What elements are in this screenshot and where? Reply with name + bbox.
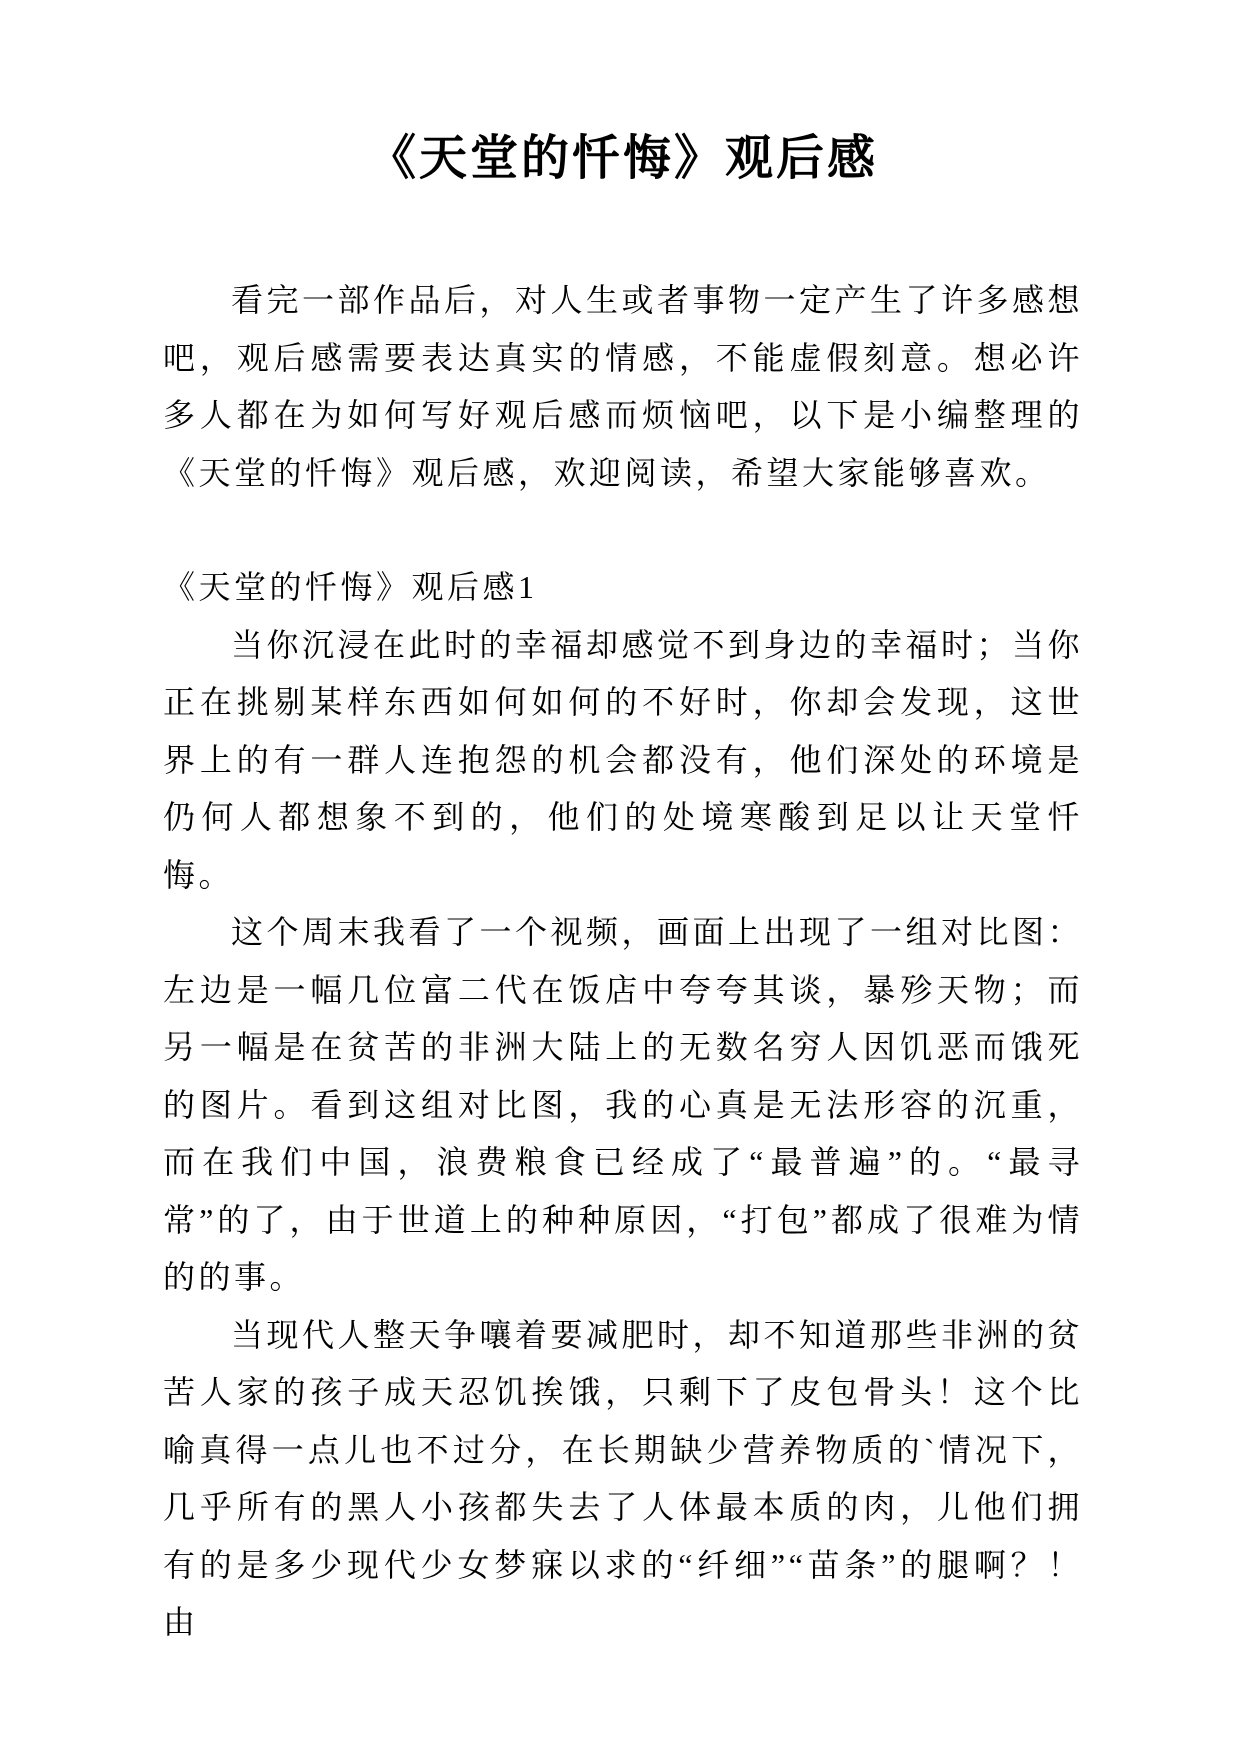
essay-paragraph-1: 当你沉浸在此时的幸福却感觉不到身边的幸福时；当你正在挑剔某样东西如何如何的不好时，你却会发现，这世界上的有一群人连抱怨的机会都没有，他们深处的环境是仍何人都想象不到的，他们的处境寒酸到足以让天堂忏悔。 [163, 626, 1084, 893]
essay-paragraph-2: 这个周末我看了一个视频，画面上出现了一组对比图：左边是一幅几位富二代在饭店中夸夸其谈，暴殄天物；而另一幅是在贫苦的非洲大陆上的无数名穷人因饥恶而饿死的图片。看到这组对比图，我的心真是无法形容的沉重，而在我们中国，浪费粮食已经成了“最普遍”的。“最寻常”的了，由于世道上的种种原因，“打包”都成了很难为情的的事。 [163, 914, 1084, 1295]
section-heading: 《天堂的忏悔》观后感1 [163, 569, 538, 605]
blank-line-spacer [163, 502, 1083, 559]
intro-paragraph: 看完一部作品后，对人生或者事物一定产生了许多感想吧，观后感需要表达真实的情感，不能虚假刻意。想必许多人都在为如何写好观后感而烦恼吧，以下是小编整理的《天堂的忏悔》观后感，欢迎阅读，希望大家能够喜欢。 [163, 282, 1084, 491]
document-title: 《天堂的忏悔》观后感 [367, 132, 878, 185]
essay-paragraph-3: 当现代人整天争嚷着要减肥时，却不知道那些非洲的贫苦人家的孩子成天忍饥挨饿，只剩下了皮包骨头！这个比喻真得一点儿也不过分，在长期缺少营养物质的`情况下，几乎所有的黑人小孩都失去了人体最本质的肉，儿他们拥有的是多少现代少女梦寐以求的“纤细”“苗条”的腿啊？！由 [163, 1316, 1084, 1640]
